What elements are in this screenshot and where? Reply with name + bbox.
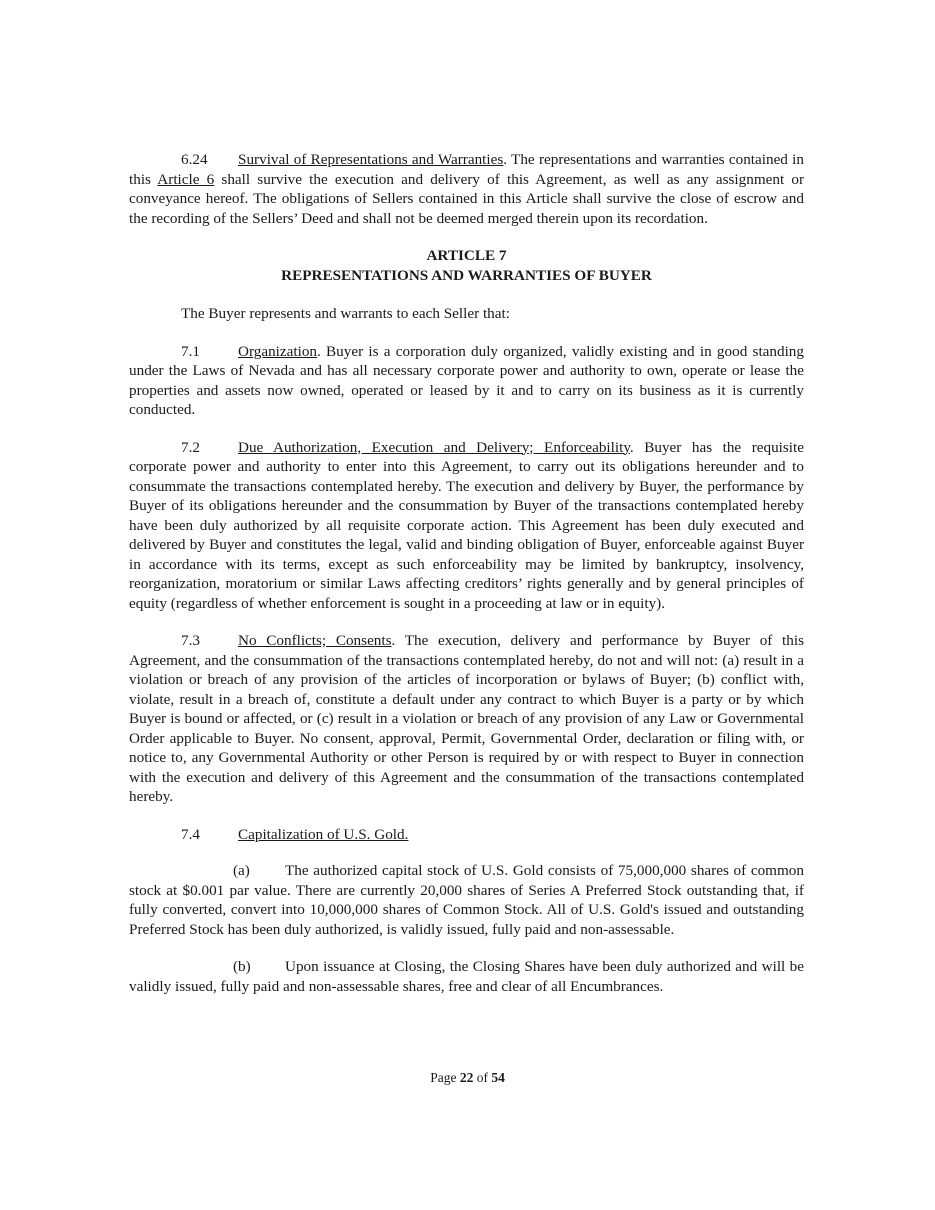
section-text: shall survive the execution and delivery of this Agreement, as well as any assignment or conveyance hereof. The obligations of Sellers contained in this Article shall survive the close of escrow and the recording of the Sellers’ Deed and shall not be deemed merged therein upon its recordation. — [129, 170, 805, 227]
section-number: 7.2 — [181, 438, 200, 456]
article-intro: The Buyer represents and warrants to each Seller that: — [181, 305, 510, 322]
page-number: 22 — [459, 1070, 474, 1085]
section-title: No Conflicts; Consents — [238, 632, 392, 649]
section-text: . The execution, delivery and performance by Buyer of this Agreement, and the consummation of the transactions contemplated hereby, do not and will not: (a) result in a violation or breach of any provision of the articles of incorporation or bylaws of Buyer; (b) conflict with, violate, result in a breach of, constitute a default under any contract to which Buyer is a party or by which Buyer is bound or affected, or (c) result in a violation or breach of any provision of any Law or Governmental Order applicable to Buyer. No consent, approval, Permit, Governmental Order, declaration or filing with, or notice to, any Governmental Authority or other Person is required by or with respect to Buyer in connection with the execution and delivery of this Agreement and the consummation of the transactions contemplated hereby. — [129, 632, 804, 805]
section-7-1 — [129, 342, 804, 420]
section-7-4-a — [129, 861, 804, 939]
section-7-3 — [129, 631, 804, 807]
subsection-text: The authorized capital stock of U.S. Gold consists of 75,000,000 shares of common stock at $0.001 par value. There are currently 20,000 shares of Series A Preferred Stock outstanding that, if fully converted, convert into 10,000,000 shares of Common Stock. All of U.S. Gold's issued and outstanding Preferred Stock has been duly authorized, is validly issued, fully paid and non-assessable. — [129, 862, 804, 938]
section-number: 6.24 — [181, 151, 208, 168]
section-text: . The representations and warranties contained in this — [129, 151, 804, 188]
document-page — [129, 150, 804, 1014]
section-number: 7.4 — [181, 825, 200, 843]
article-title: REPRESENTATIONS AND WARRANTIES OF BUYER — [281, 267, 652, 284]
section-title: Capitalization of U.S. Gold. — [238, 825, 409, 843]
section-number: 7.3 — [181, 632, 200, 649]
page-footer — [0, 1069, 935, 1087]
page-label: Page — [430, 1070, 460, 1085]
article-6-reference: Article 6 — [157, 170, 215, 188]
section-title: Survival of Representations and Warranties — [238, 151, 504, 168]
article-heading — [129, 246, 804, 286]
section-7-4 — [129, 825, 804, 845]
section-text: . Buyer is a corporation duly organized, validly existing and in good standing under the Laws of Nevada and has all necessary corporate power and authority to own, operate or lease the properties and assets now owned, operated or leased by it and to carry on its business as it is currently conducted. — [129, 342, 804, 418]
section-title: Due Authorization, Execution and Delivery; Enforceability — [238, 438, 630, 456]
section-title: Organization — [238, 342, 318, 360]
article-number: ARTICLE 7 — [426, 247, 507, 264]
subsection-number: (b) — [233, 958, 251, 975]
subsection-number: (a) — [233, 862, 250, 879]
page-of-label: of — [473, 1070, 492, 1085]
section-7-4-b — [129, 957, 804, 996]
page-total: 54 — [491, 1070, 505, 1085]
section-number: 7.1 — [181, 342, 200, 360]
section-7-2 — [129, 438, 804, 614]
section-6-24 — [129, 150, 804, 228]
subsection-text: Upon issuance at Closing, the Closing Shares have been duly authorized and will be validly issued, fully paid and non-assessable shares, free and clear of all Encumbrances. — [129, 958, 804, 995]
section-text: . Buyer has the requisite corporate power and authority to enter into this Agreement, to carry out its obligations hereunder and to consummate the transactions contemplated hereby. The execution and delivery by Buyer, the performance by Buyer of its obligations hereunder and the consummation by Buyer of the transactions contemplated hereby have been duly authorized by all requisite corporate action. This Agreement has been duly executed and delivered by Buyer and constitutes the legal, valid and binding obligation of Buyer, enforceable against Buyer in accordance with its terms, except as such enforceability may be limited by bankruptcy, insolvency, reorganization, moratorium or similar Laws affecting creditors’ rights generally and by general principles of equity (regardless of whether enforcement is sought in a proceeding at law or in equity). — [129, 438, 804, 612]
